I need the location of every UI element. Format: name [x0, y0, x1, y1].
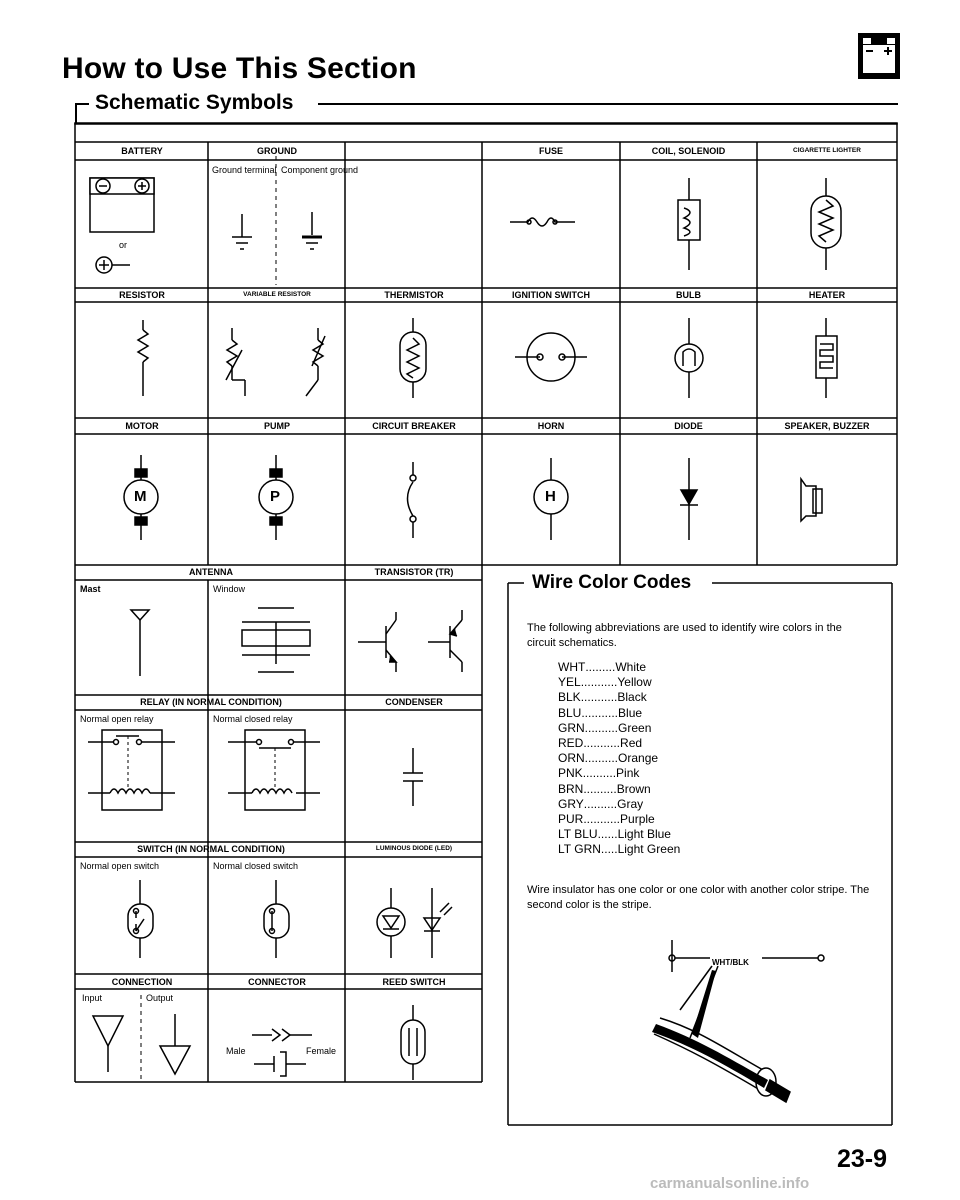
wire-color-row: [558, 736, 680, 751]
wire-color-row: [558, 690, 680, 705]
header-fuse: FUSE: [538, 146, 563, 156]
normal-open-switch-label: Normal open switch: [80, 861, 160, 871]
motor-letter: M: [134, 488, 147, 505]
wire-color-leader: ..........: [582, 766, 617, 781]
header-reed-switch: REED SWITCH: [382, 977, 446, 987]
wire-color-code: YEL: [558, 675, 581, 690]
wire-color-name: Black: [617, 690, 647, 705]
header-horn: HORN: [537, 421, 565, 431]
wire-color-leader: ......: [597, 827, 618, 842]
wire-color-codes-title: Wire Color Codes: [532, 572, 692, 593]
header-ignition-switch: IGNITION SWITCH: [512, 290, 590, 300]
wire-color-code: LT BLU: [558, 827, 598, 842]
wire-color-row: [558, 675, 680, 690]
wire-color-leader: ...........: [580, 690, 618, 705]
footer-watermark: carmanualsonline.info: [650, 1175, 810, 1192]
header-pump: PUMP: [263, 421, 290, 431]
header-transistor: TRANSISTOR (TR): [374, 567, 454, 577]
wire-color-leader: ...........: [581, 705, 619, 720]
header-coil-solenoid: COIL, SOLENOID: [651, 146, 726, 156]
wire-color-leader: .....: [600, 842, 618, 857]
header-motor: MOTOR: [125, 421, 159, 431]
wire-color-row: [558, 842, 680, 857]
wire-color-name: Brown: [616, 781, 651, 796]
normal-open-relay-label: Normal open relay: [80, 714, 154, 724]
header-connector: CONNECTOR: [248, 977, 306, 987]
section-subtitle: Schematic Symbols: [95, 91, 294, 114]
male-label: Male: [226, 1046, 246, 1056]
wire-color-row: [558, 827, 680, 842]
wire-color-row: [558, 797, 680, 812]
output-label: Output: [146, 993, 174, 1003]
horn-letter: H: [545, 488, 556, 505]
input-label: Input: [82, 993, 103, 1003]
wire-color-row: [558, 721, 680, 736]
wire-color-leader: .........: [585, 660, 616, 674]
wire-color-row: [558, 660, 680, 675]
wire-color-code: PNK: [558, 766, 583, 781]
wire-color-name: Orange: [618, 751, 659, 766]
wire-color-leader: ..........: [584, 751, 619, 766]
wire-example-label: WHT/BLK: [712, 958, 749, 967]
header-relay: RELAY (IN NORMAL CONDITION): [140, 697, 282, 707]
header-bulb: BULB: [676, 290, 701, 300]
header-condenser: CONDENSER: [385, 697, 443, 707]
wire-color-name: Gray: [617, 796, 644, 811]
wire-color-row: [558, 782, 680, 797]
wire-color-name: Pink: [616, 766, 640, 781]
wire-color-name: White: [615, 660, 647, 674]
header-variable-resistor: VARIABLE RESISTOR: [243, 291, 311, 298]
wire-color-leader: ...........: [580, 675, 618, 690]
normal-closed-switch-label: Normal closed switch: [213, 861, 299, 871]
normal-closed-relay-label: Normal closed relay: [213, 714, 293, 724]
wire-color-code: RED: [558, 736, 584, 751]
wire-color-leader: ...........: [583, 736, 621, 751]
header-antenna: ANTENNA: [189, 567, 233, 577]
wire-color-name: Green: [618, 720, 652, 735]
wire-color-name: Light Blue: [617, 827, 671, 842]
wire-color-row: [558, 706, 680, 721]
page-title: How to Use This Section: [62, 52, 417, 85]
header-led: LUMINOUS DIODE (LED): [375, 845, 453, 852]
wire-color-code: PUR: [558, 812, 584, 827]
wire-color-code: GRY: [558, 796, 584, 811]
header-cigarette-lighter: CIGARETTE LIGHTER: [793, 147, 861, 154]
female-label: Female: [306, 1046, 337, 1056]
wire-color-leader: ..........: [583, 781, 617, 796]
header-ground: GROUND: [257, 146, 297, 156]
ground-terminal-label: Ground terminal: [212, 165, 277, 175]
header-resistor: RESISTOR: [119, 290, 165, 300]
wire-color-leader: ..........: [583, 796, 618, 811]
header-circuit-breaker: CIRCUIT BREAKER: [372, 421, 456, 431]
page-number: 23-9: [837, 1145, 888, 1173]
wire-color-list: [558, 660, 680, 858]
wire-color-code: BLK: [558, 690, 581, 705]
window-label: Window: [213, 584, 246, 594]
wire-color-name: Blue: [618, 705, 643, 720]
wire-color-name: Purple: [620, 812, 655, 827]
wire-color-name: Yellow: [617, 675, 652, 690]
header-battery: BATTERY: [121, 146, 163, 156]
wire-color-code: BRN: [558, 781, 584, 796]
wire-color-code: LT GRN: [558, 842, 601, 857]
wire-color-note: Wire insulator has one color or one color with another color stripe. The second color is the stripe.: [527, 884, 870, 911]
header-speaker-buzzer: SPEAKER, BUZZER: [784, 421, 870, 431]
header-switch: SWITCH (IN NORMAL CONDITION): [137, 844, 285, 854]
mast-label: Mast: [80, 584, 101, 594]
wire-color-name: Red: [620, 736, 643, 751]
wire-color-row: [558, 766, 680, 781]
wire-color-code: BLU: [558, 705, 582, 720]
header-diode: DIODE: [674, 421, 703, 431]
wire-color-row: [558, 751, 680, 766]
wire-color-code: WHT: [558, 660, 586, 674]
header-heater: HEATER: [808, 290, 846, 300]
component-ground-label: Component ground: [281, 165, 359, 175]
header-connection: CONNECTION: [111, 977, 173, 987]
wire-color-leader: ..........: [584, 720, 619, 735]
wire-color-code: ORN: [558, 751, 585, 766]
wire-color-code: GRN: [558, 720, 585, 735]
wire-color-leader: ...........: [583, 812, 621, 827]
header-thermistor: THERMISTOR: [384, 290, 444, 300]
pump-letter: P: [270, 488, 281, 505]
wire-color-intro: The following abbreviations are used to identify wire colors in the circuit schematics.: [527, 622, 842, 649]
wire-color-name: Light Green: [617, 842, 681, 857]
battery-or-label: or: [119, 240, 128, 250]
wire-color-row: [558, 812, 680, 827]
